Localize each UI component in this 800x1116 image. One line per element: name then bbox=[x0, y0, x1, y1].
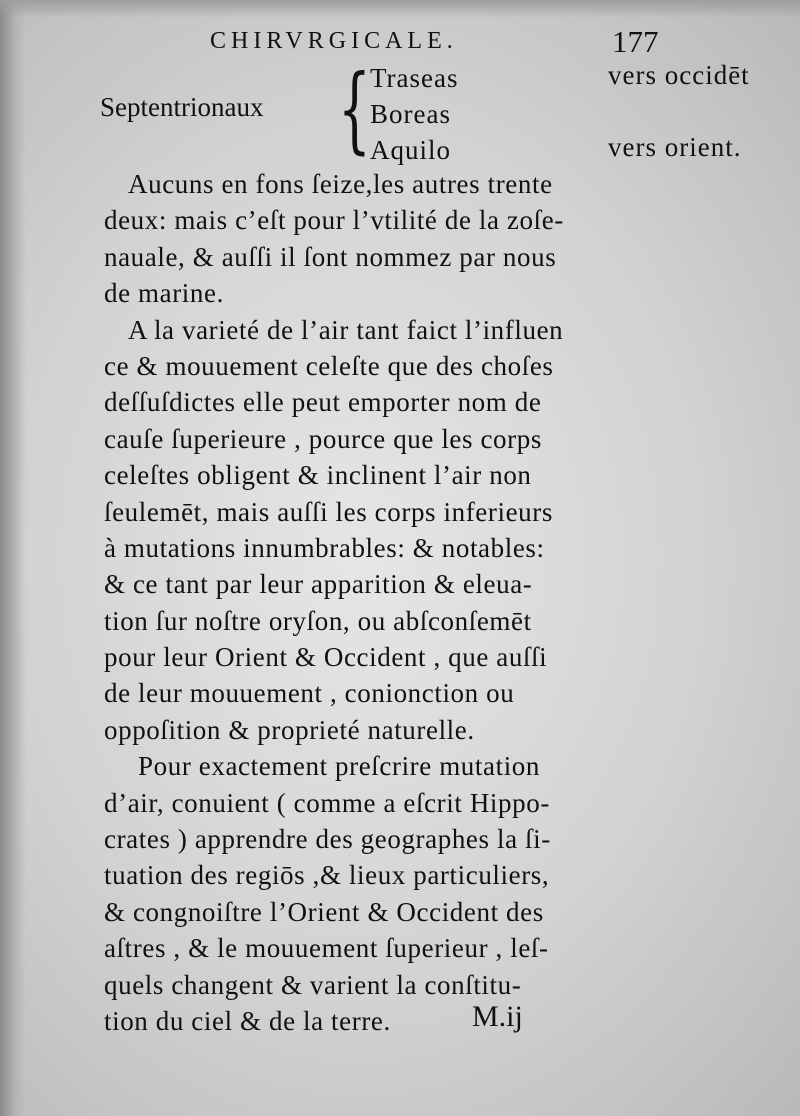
wind-name-list bbox=[370, 60, 459, 168]
text-line: Aucuns en fons ſeize,les autres trente bbox=[128, 169, 553, 199]
curly-brace-icon: { bbox=[338, 55, 371, 164]
body-text bbox=[104, 166, 684, 1039]
text-line: quels changent & varient la conſtitu- bbox=[104, 969, 522, 1000]
text-line: à mutations innumbrables: & notables: bbox=[104, 532, 545, 563]
text-line: & congnoiſtre l’Orient & Occident des bbox=[104, 896, 544, 927]
direction-orient: vers orient. bbox=[608, 132, 742, 162]
text-line: d’air, conuient ( comme a eſcrit Hippo- bbox=[104, 787, 550, 818]
text-line: de leur mouuement , conionction ou bbox=[104, 678, 515, 709]
text-line: pour leur Orient & Occident , que auſſi bbox=[104, 642, 548, 673]
text-line: celeſtes obligent & inclinent l’air non bbox=[104, 460, 532, 491]
running-title: CHIRVRGICALE. bbox=[210, 28, 458, 54]
text-line: de marine. bbox=[104, 278, 224, 309]
text-line: tion ſur noſtre oryſon, ou abſconſemēt bbox=[104, 605, 532, 636]
direction-occident: vers occidēt bbox=[608, 60, 750, 90]
wind-name: Boreas bbox=[370, 99, 451, 129]
text-line: cauſe ſuperieure , pource que les corps bbox=[104, 423, 542, 454]
text-line: ce & mouuement celeſte que des choſes bbox=[104, 350, 554, 381]
text-line: A la varieté de l’air tant faict l’influen bbox=[128, 314, 564, 345]
signature-mark: M.ij bbox=[472, 1000, 523, 1033]
text-line: ſeulemēt, mais auſſi les corps inferieurs bbox=[104, 496, 553, 527]
winds-group-label: Septentrionaux bbox=[100, 92, 264, 122]
page-top-shadow bbox=[0, 0, 800, 18]
text-line: & ce tant par leur apparition & eleua- bbox=[104, 569, 533, 600]
text-line: Pour exactement preſcrire mutation bbox=[138, 751, 540, 782]
page-edge-shadow bbox=[0, 0, 26, 1116]
text-line: tion du ciel & de la terre. bbox=[104, 1005, 391, 1036]
wind-name: Aquilo bbox=[370, 135, 452, 165]
text-line: nauale, & auſſi il ſont nommez par nous bbox=[104, 241, 557, 272]
winds-table bbox=[100, 55, 800, 168]
text-line: aſtres , & le mouuement ſuperieur , leſ- bbox=[104, 933, 549, 964]
page-number: 177 bbox=[612, 24, 659, 59]
text-line: tuation des regiōs ,& lieux particuliers, bbox=[104, 860, 550, 891]
page-header bbox=[210, 24, 680, 64]
text-line: deſſuſdictes elle peut emporter nom de bbox=[104, 387, 542, 418]
text-line: crates ) apprendre des geographes la ſi- bbox=[104, 824, 551, 855]
text-line: deux: mais c’eſt pour l’vtilité de la zoſe- bbox=[104, 205, 564, 236]
wind-name: Traseas bbox=[370, 63, 459, 93]
text-line: oppoſition & proprieté naturelle. bbox=[104, 714, 475, 745]
